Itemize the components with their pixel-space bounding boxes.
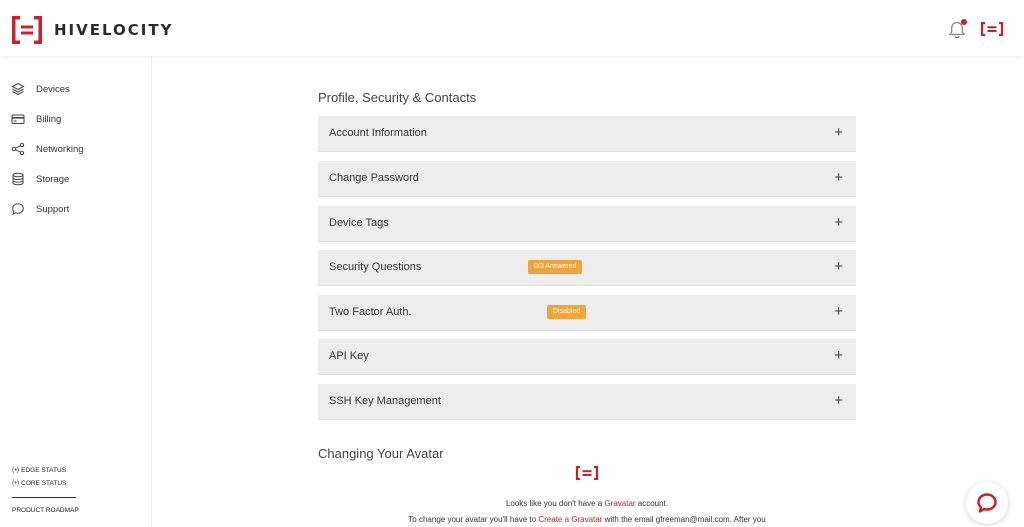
panel-ssh-key-management[interactable] — [318, 384, 856, 420]
top-bar — [0, 0, 1024, 56]
credit-card-icon — [11, 112, 25, 126]
hivelocity-logo-icon — [12, 16, 42, 44]
database-icon — [11, 172, 25, 186]
panel-label: SSH Key Management — [329, 395, 441, 407]
panel-two-factor-auth[interactable] — [318, 295, 856, 331]
support-chat-button[interactable] — [966, 482, 1008, 524]
panel-label: Security Questions — [329, 261, 422, 273]
core-status-link[interactable] — [12, 480, 66, 487]
sidebar-item-label: Billing — [36, 113, 62, 125]
brand-mark-icon[interactable] — [980, 22, 1004, 36]
sidebar-item-billing[interactable] — [11, 109, 61, 129]
default-avatar-icon — [575, 466, 599, 480]
panel-security-questions[interactable] — [318, 250, 856, 286]
gravatar-note — [318, 499, 856, 508]
chat-bubble-icon — [11, 202, 25, 216]
broadcast-icon: (•) — [12, 480, 20, 487]
expand-icon[interactable]: + — [834, 392, 843, 409]
panel-label: Account Information — [329, 127, 427, 139]
note-text: To change your avatar you'll have to — [408, 515, 539, 524]
expand-icon[interactable]: + — [834, 258, 843, 275]
sidebar-item-support[interactable] — [11, 199, 69, 219]
sidebar-item-storage[interactable] — [11, 169, 69, 189]
panel-api-key[interactable] — [318, 339, 856, 375]
broadcast-icon: (•) — [12, 467, 20, 474]
sidebar-item-label: Storage — [36, 173, 70, 185]
brand-name: HIVELOCITY — [54, 21, 174, 39]
chat-bubble-icon — [976, 492, 998, 514]
status-badge: 0/3 Answered — [528, 260, 582, 274]
panel-label: Device Tags — [329, 217, 389, 229]
product-roadmap-link[interactable] — [12, 507, 79, 514]
gravatar-link[interactable]: Gravatar — [604, 499, 636, 508]
sidebar-item-devices[interactable] — [11, 79, 70, 99]
notification-dot — [961, 19, 967, 25]
sidebar-item-label: Devices — [36, 83, 70, 95]
create-gravatar-link[interactable]: Create a Gravatar — [538, 515, 603, 524]
divider — [12, 497, 76, 498]
page-title: Profile, Security & Contacts — [318, 90, 477, 105]
logo[interactable] — [12, 16, 173, 44]
edge-status-label: EDGE STATUS — [21, 467, 67, 474]
product-roadmap-label: PRODUCT ROADMAP — [12, 507, 79, 514]
expand-icon[interactable]: + — [834, 347, 843, 364]
panel-label: Two Factor Auth. — [329, 306, 412, 318]
panel-label: API Key — [329, 350, 369, 362]
expand-icon[interactable]: + — [834, 124, 843, 141]
gravatar-instructions — [318, 515, 856, 524]
expand-icon[interactable]: + — [834, 214, 843, 231]
note-text: Looks like you don't have a — [505, 499, 605, 508]
sidebar-item-networking[interactable] — [11, 139, 84, 159]
core-status-label: CORE STATUS — [21, 480, 67, 487]
note-text: account. — [635, 499, 669, 508]
panel-device-tags[interactable] — [318, 206, 856, 242]
layers-icon — [11, 82, 25, 96]
sidebar — [0, 56, 152, 527]
status-badge: Disabled — [547, 305, 586, 319]
sidebar-item-label: Networking — [36, 143, 84, 155]
note-text: with the email gfreeman@mail.com. After you — [602, 515, 766, 524]
sidebar-item-label: Support — [36, 203, 70, 215]
edge-status-link[interactable] — [12, 467, 66, 474]
expand-icon[interactable]: + — [834, 169, 843, 186]
avatar-section-title: Changing Your Avatar — [318, 446, 444, 461]
panel-change-password[interactable] — [318, 161, 856, 197]
panel-account-information[interactable] — [318, 116, 856, 152]
panel-label: Change Password — [329, 172, 419, 184]
expand-icon[interactable]: + — [834, 303, 843, 320]
share-nodes-icon — [11, 142, 25, 156]
